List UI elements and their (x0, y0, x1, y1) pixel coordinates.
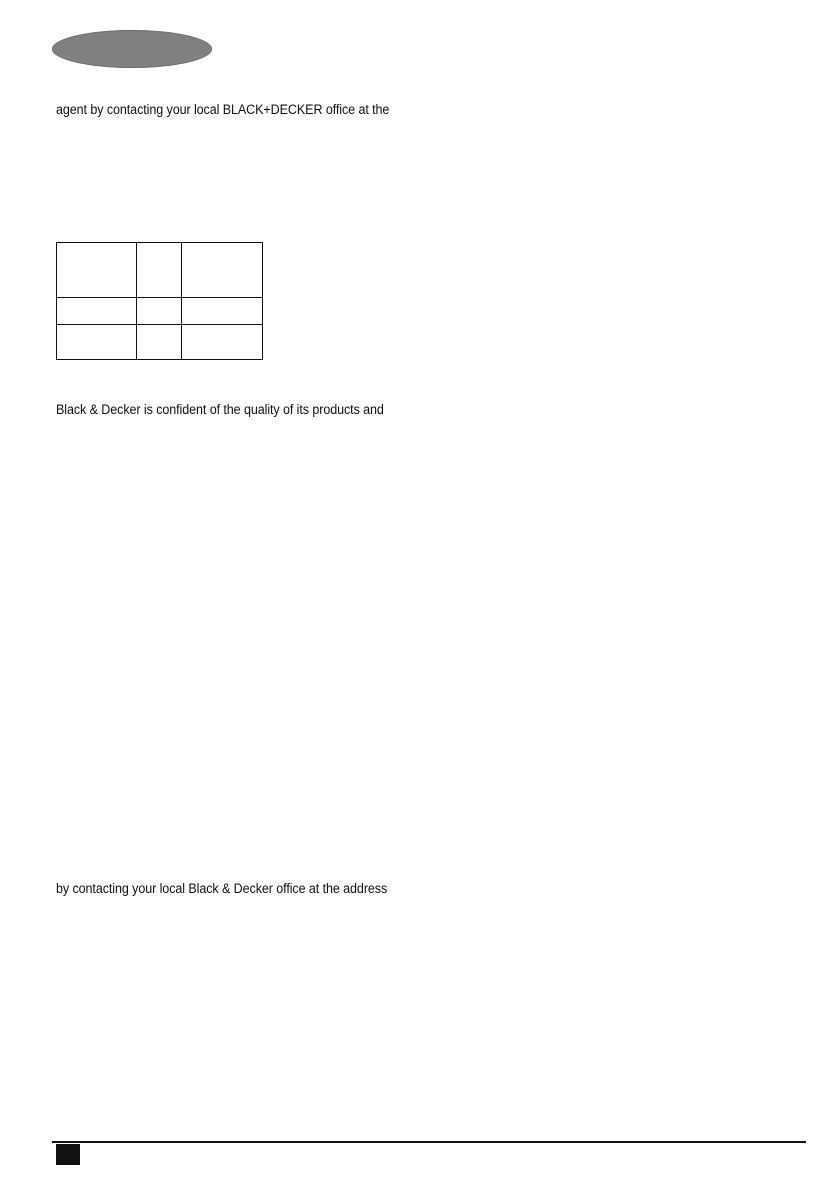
table-cell (182, 243, 263, 298)
table-cell (57, 325, 137, 360)
table-row (57, 325, 263, 360)
table-cell (182, 325, 263, 360)
page-number (56, 1144, 80, 1165)
table-cell (137, 243, 182, 298)
table-row (57, 243, 263, 298)
paragraph-line: Black & Decker is confident of the quality of its products and (56, 402, 384, 417)
table-cell (57, 243, 137, 298)
table-cell (182, 298, 263, 325)
paragraph-line: by contacting your local Black & Decker office at the address (56, 881, 388, 896)
footer-rule (52, 1141, 806, 1143)
table-cell (137, 298, 182, 325)
spec-table (56, 242, 263, 360)
table-cell (137, 325, 182, 360)
table-cell (57, 298, 137, 325)
table-row (57, 298, 263, 325)
paragraph-line: agent by contacting your local BLACK+DECKER office at the (56, 102, 390, 117)
language-tab (52, 30, 212, 68)
